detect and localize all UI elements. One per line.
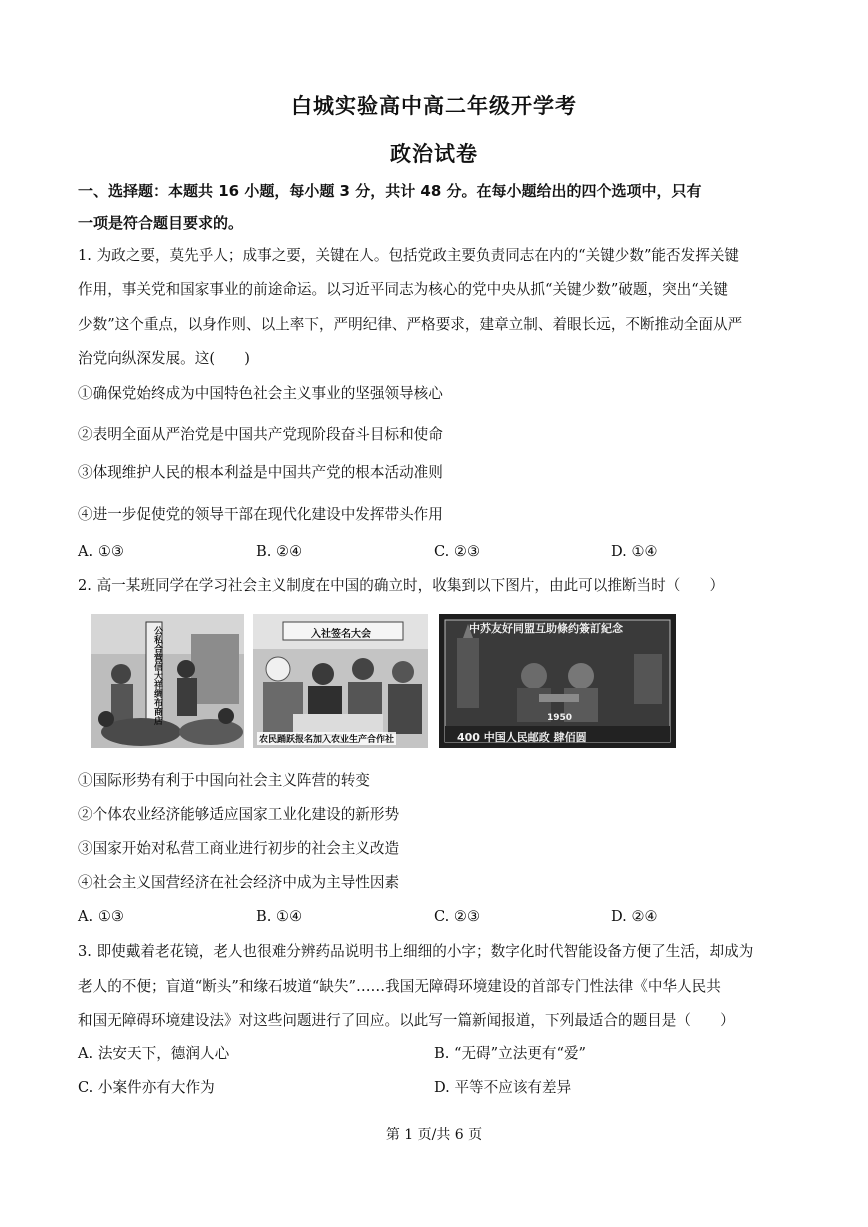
q3-stem-line2: 老人的不便；盲道“断头”和缘石坡道“缺失”……我国无障碍环境建设的首部专门性法律《中华人民共 (78, 978, 721, 995)
q2-option-a[interactable]: A. ①③ (78, 908, 124, 925)
page-subtitle: 政治试卷 (390, 142, 478, 166)
q2-item-3: ③国家开始对私营工商业进行初步的社会主义改造 (78, 840, 400, 857)
q1-option-d[interactable]: D. ①④ (611, 543, 658, 560)
q2-item-1: ①国际形势有利于中国向社会主义阵营的转变 (78, 772, 370, 789)
q3-option-c[interactable]: C. 小案件亦有大作为 (78, 1079, 215, 1096)
q3-stem-line3: 和国无障碍环境建设法》对这些问题进行了回应。以此写一篇新闻报道，下列最适合的题目是（ ） (78, 1012, 735, 1029)
photo2-caption: 农民踊跃报名加入农业生产合作社 (257, 732, 396, 745)
q2-item-4: ④社会主义国营经济在社会经济中成为主导性因素 (78, 874, 400, 891)
q1-item-1: ①确保党始终成为中国特色社会主义事业的坚强领导核心 (78, 385, 443, 402)
q1-item-4: ④进一步促使党的领导干部在现代化建设中发挥带头作用 (78, 506, 443, 523)
section-heading-line1: 一、选择题：本题共 16 小题，每小题 3 分，共计 48 分。在每小题给出的四个选项中，只有 (78, 182, 702, 200)
q1-item-2: ②表明全面从严治党是中国共产党现阶段奋斗目标和使命 (78, 426, 443, 443)
q3-option-b[interactable]: B. “无碍”立法更有“爱” (434, 1045, 587, 1062)
page-title: 白城实验高中高二年级开学考 (291, 94, 577, 118)
q1-option-a[interactable]: A. ①③ (78, 543, 124, 560)
q2-option-b[interactable]: B. ①④ (256, 908, 303, 925)
q1-option-b[interactable]: B. ②④ (256, 543, 303, 560)
q2-item-2: ②个体农业经济能够适应国家工业化建设的新形势 (78, 806, 400, 823)
section-heading-line2: 一项是符合题目要求的。 (78, 214, 244, 232)
q3-option-a[interactable]: A. 法安天下，德润人心 (78, 1045, 230, 1062)
q1-option-c[interactable]: C. ②③ (434, 543, 481, 560)
q2-option-c[interactable]: C. ②③ (434, 908, 481, 925)
page-footer: 第 1 页/共 6 页 (385, 1127, 483, 1143)
q1-stem-line3: 少数”这个重点，以身作则、以上率下，严明纪律、严格要求，建章立制、着眼长远，不断推动全面从严 (78, 316, 743, 333)
q3-option-d[interactable]: D. 平等不应该有差异 (434, 1079, 572, 1096)
photo2-banner-text: 入社签名大会 (311, 629, 371, 640)
q3-stem-line1: 3. 即使戴着老花镜，老人也很难分辨药品说明书上细细的小字；数字化时代智能设备方便了生活，却成为 (78, 943, 754, 960)
stamp-bottom-text: 400 中国人民邮政 肆佰圆 (457, 731, 587, 744)
q1-stem-line2: 作用，事关党和国家事业的前途命运。以习近平同志为核心的党中央从抓“关键少数”破题，突出“关键 (78, 281, 728, 298)
photo-farmers-cooperative (253, 614, 428, 748)
q2-stem: 2. 高一某班同学在学习社会主义制度在中国的确立时，收集到以下图片，由此可以推断当时（ ） (78, 577, 725, 594)
stamp-title: 中苏友好同盟互助條约簽訂紀念 (469, 622, 623, 635)
stamp-year: 1950 (547, 713, 573, 723)
photo-public-private-shop (91, 614, 244, 748)
q2-option-d[interactable]: D. ②④ (611, 908, 658, 925)
q1-stem-line1: 1. 为政之要，莫先乎人；成事之要，关键在人。包括党政主要负责同志在内的“关键少数”能否发挥关键 (78, 247, 740, 264)
q1-stem-line4: 治党向纵深发展。这( ) (78, 350, 250, 367)
photo-friendship-stamp (439, 614, 676, 748)
q1-item-3: ③体现维护人民的根本利益是中国共产党的根本活动准则 (78, 464, 443, 481)
photo1-sign-text: 公私合营信大祥绸布商店 (152, 626, 162, 725)
